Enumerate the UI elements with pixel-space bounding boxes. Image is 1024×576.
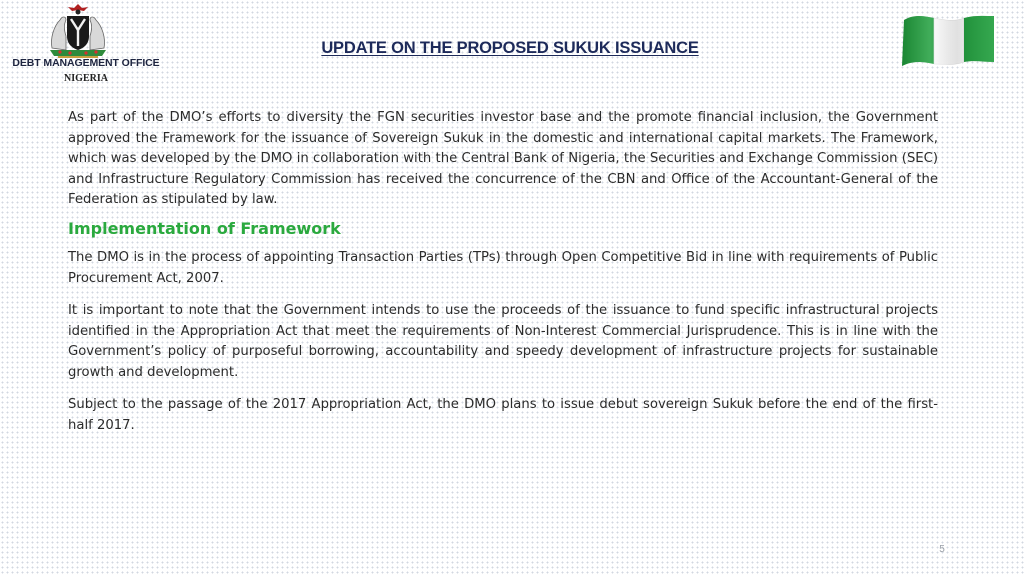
paragraph-timeline: Subject to the passage of the 2017 Appropriation Act, the DMO plans to issue debut sovereign Sukuk before the end of the first-half 2017. — [68, 397, 938, 433]
paragraph-proceeds: It is important to note that the Government intends to use the proceeds of the issuance to fund specific infrastructural projects identified in the Appropriation Act that meet the requirements of Non-Interest Commercial Jurisprudence. This is in line with the Government’s policy of purposeful borrowing, accountability and speedy development of infrastructure projects for sustainable growth and development. — [68, 303, 938, 380]
org-name: DEBT MANAGEMENT OFFICE — [12, 57, 160, 69]
intro-paragraph: As part of the DMO’s efforts to diversity the FGN securities investor base and the promote financial inclusion, the Government approved the Framework for the issuance of Sovereign Sukuk in the domestic and international capital markets. The Framework, which was developed by the DMO in collaboration with the Central Bank of Nigeria, the Securities and Exchange Commission (SEC) and Infrastructure Regulatory Commission has received the concurrence of the CBN and Office of the Accountant-General of the Federation as stipulated by law. — [68, 110, 938, 207]
coat-of-arms-icon — [46, 2, 110, 58]
page-number: 5 — [939, 544, 945, 555]
org-country: NIGERIA — [64, 73, 108, 84]
page-title: UPDATE ON THE PROPOSED SUKUK ISSUANCE — [321, 39, 699, 57]
section-heading: Implementation of Framework — [68, 218, 341, 238]
content — [68, 108, 938, 436]
paragraph-transaction-parties: The DMO is in the process of appointing Transaction Parties (TPs) through Open Competitive Bid in line with requirements of Public Procurement Act, 2007. — [68, 250, 938, 286]
nigeria-flag-icon — [900, 12, 996, 68]
